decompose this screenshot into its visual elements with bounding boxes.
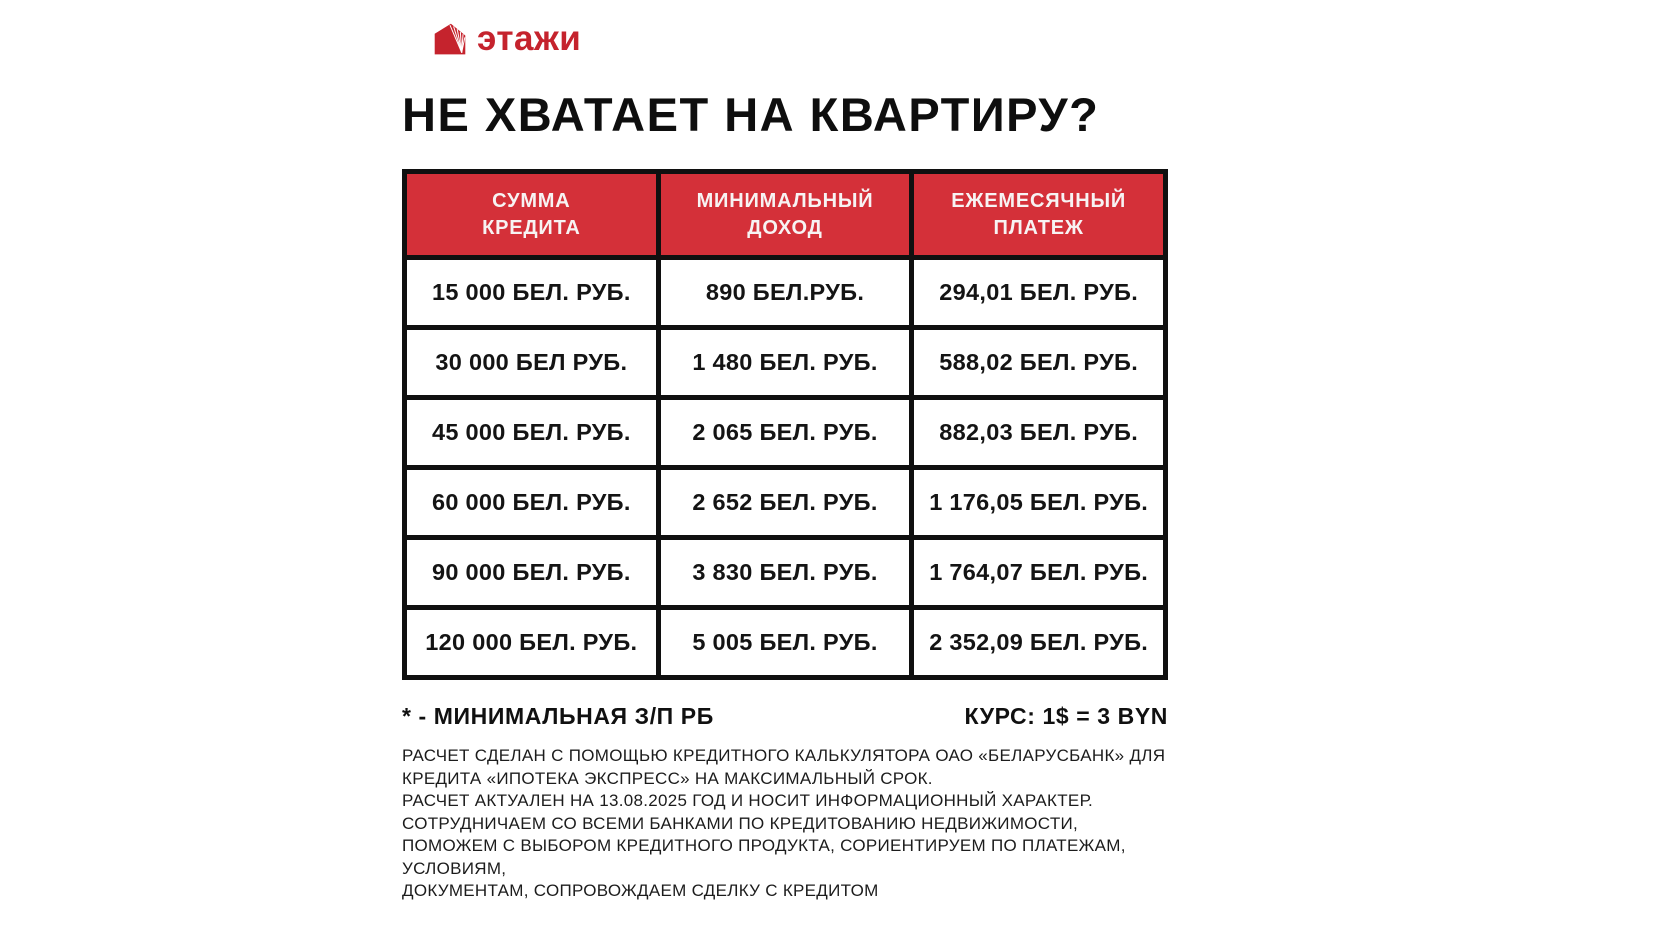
brand-logo <box>432 20 1168 60</box>
header-line: КРЕДИТА <box>482 216 581 239</box>
table-cell: 1 764,07 БЕЛ. РУБ. <box>914 540 1163 605</box>
column-header-monthly-payment <box>914 174 1163 255</box>
footnote-row <box>402 703 1168 730</box>
content-column <box>402 20 1168 903</box>
table-cell: 60 000 БЕЛ. РУБ. <box>407 470 656 535</box>
table-cell: 30 000 БЕЛ РУБ. <box>407 330 656 395</box>
table-cell: 5 005 БЕЛ. РУБ. <box>661 610 910 675</box>
disclaimer-line: СОТРУДНИЧАЕМ СО ВСЕМИ БАНКАМИ ПО КРЕДИТОВАНИЮ НЕДВИЖИМОСТИ, <box>402 813 1079 833</box>
disclaimer-line: ПОМОЖЕМ С ВЫБОРОМ КРЕДИТНОГО ПРОДУКТА, СОРИЕНТИРУЕМ ПО ПЛАТЕЖАМ, <box>402 836 1126 855</box>
column-header-min-income <box>661 174 910 255</box>
column-header-credit-sum <box>407 174 656 255</box>
header-line: ПЛАТЕЖ <box>993 216 1084 239</box>
table-cell: 45 000 БЕЛ. РУБ. <box>407 400 656 465</box>
house-icon <box>432 22 468 58</box>
page-title: НЕ ХВАТАЕТ НА КВАРТИРУ? <box>402 88 1100 141</box>
header-line: СУММА <box>492 189 571 212</box>
disclaimer-line: КРЕДИТА «ИПОТЕКА ЭКСПРЕСС» НА МАКСИМАЛЬНЫЙ СРОК. <box>402 768 933 788</box>
disclaimer-line: УСЛОВИЯМ, <box>402 858 507 878</box>
disclaimer-line: ДОКУМЕНТАМ, СОПРОВОЖДАЕМ СДЕЛКУ С КРЕДИТОМ <box>402 881 879 900</box>
footnote-min-salary: * - МИНИМАЛЬНАЯ З/П РБ <box>402 703 714 729</box>
table-cell: 294,01 БЕЛ. РУБ. <box>914 260 1163 325</box>
table-cell: 2 652 БЕЛ. РУБ. <box>661 470 910 535</box>
table-cell: 2 065 БЕЛ. РУБ. <box>661 400 910 465</box>
table-cell: 882,03 БЕЛ. РУБ. <box>914 400 1163 465</box>
header-line: ЕЖЕМЕСЯЧНЫЙ <box>951 189 1127 212</box>
table-cell: 1 480 БЕЛ. РУБ. <box>661 330 910 395</box>
credit-table <box>402 169 1168 680</box>
brand-name: этажи <box>477 18 582 58</box>
table-cell: 15 000 БЕЛ. РУБ. <box>407 260 656 325</box>
table-cell: 2 352,09 БЕЛ. РУБ. <box>914 610 1163 675</box>
table-cell: 3 830 БЕЛ. РУБ. <box>661 540 910 605</box>
table-cell: 120 000 БЕЛ. РУБ. <box>407 610 656 675</box>
disclaimer-line: РАСЧЕТ СДЕЛАН С ПОМОЩЬЮ КРЕДИТНОГО КАЛЬКУЛЯТОРА ОАО «БЕЛАРУСБАНК» ДЛЯ <box>402 746 1166 765</box>
header-line: ДОХОД <box>747 216 823 239</box>
disclaimer-line: РАСЧЕТ АКТУАЛЕН НА 13.08.2025 ГОД И НОСИТ ИНФОРМАЦИОННЫЙ ХАРАКТЕР. <box>402 791 1094 810</box>
header-line: МИНИМАЛЬНЫЙ <box>696 189 874 212</box>
table-cell: 588,02 БЕЛ. РУБ. <box>914 330 1163 395</box>
footnote-exchange-rate: КУРС: 1$ = 3 BYN <box>964 703 1168 729</box>
table-cell: 890 БЕЛ.РУБ. <box>661 260 910 325</box>
disclaimer-text <box>402 745 1168 903</box>
table-cell: 1 176,05 БЕЛ. РУБ. <box>914 470 1163 535</box>
table-cell: 90 000 БЕЛ. РУБ. <box>407 540 656 605</box>
